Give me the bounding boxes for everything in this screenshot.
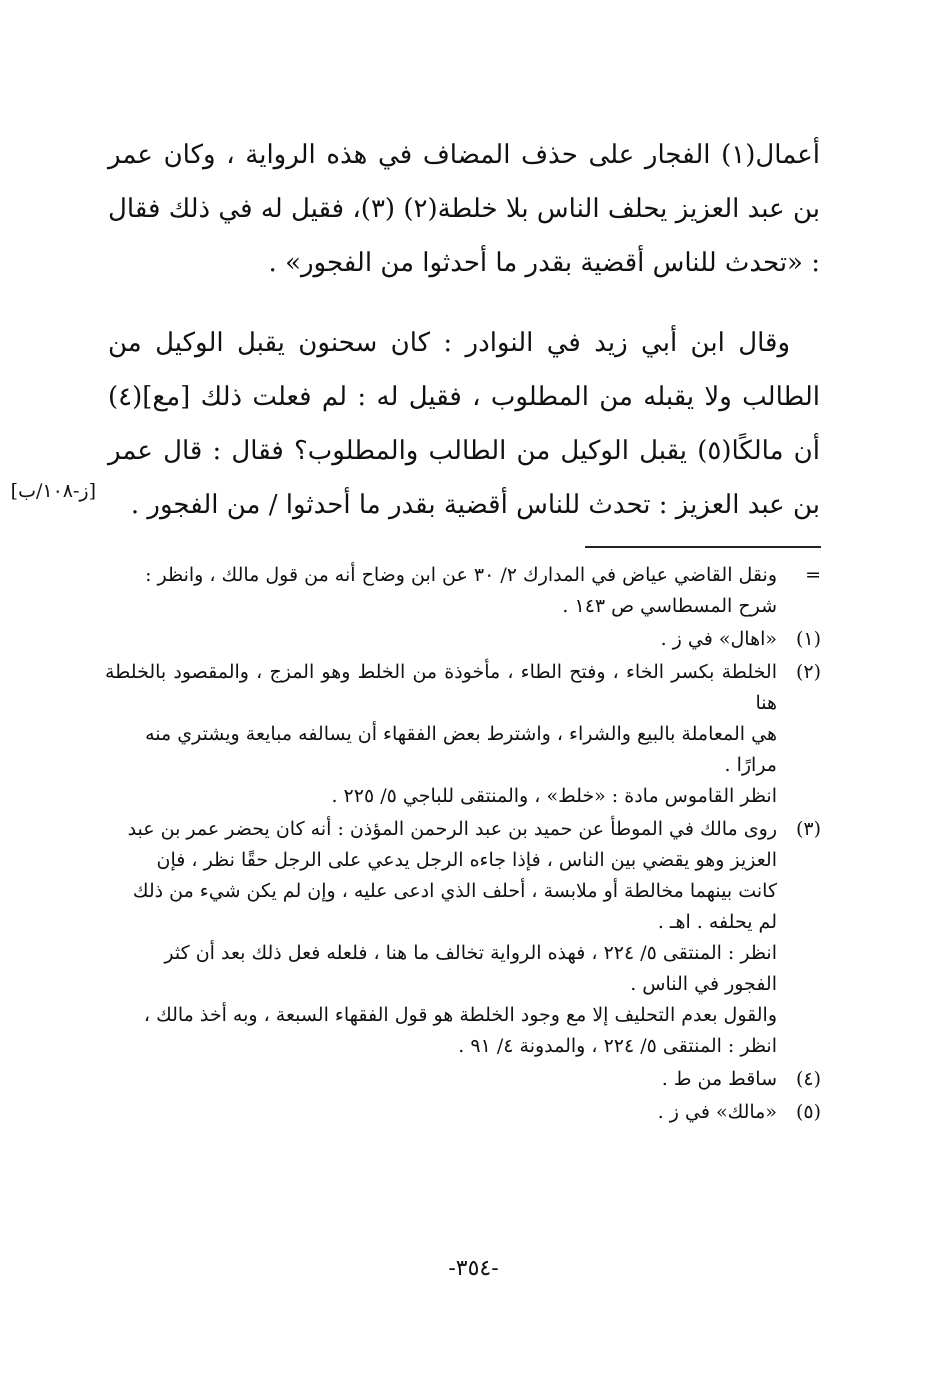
footnote-line: الخلطة بكسر الخاء ، وفتح الطاء ، مأخوذة من الخلط وهو المزج ، والمقصود بالخلطة هنا <box>105 661 777 714</box>
footnote-line: كانت بينهما مخالطة أو ملابسة ، أحلف الذي ادعى عليه ، وإن لم يكن شيء من ذلك <box>132 880 777 902</box>
footnote-1 <box>105 624 821 655</box>
main-text <box>108 128 820 532</box>
footnote-number: = <box>805 564 821 586</box>
footnote-line: «مالك» في ز . <box>657 1101 777 1123</box>
paragraph-1: أعمال(١) الفجار على حذف المضاف في هذه الرواية ، وكان عمر بن عبد العزيز يحلف الناس بلا خلطة(٢) (٣)، فقيل له في ذلك فقال : «تحدث للناس أقضية بقدر ما أحدثوا من الفجور» . <box>108 140 820 278</box>
footnote-line: انظر : المنتقى ٥/ ٢٢٤ ، والمدونة ٤/ ٩١ . <box>458 1035 777 1057</box>
footnote-line: شرح المسطاسي ص ١٤٣ . <box>562 595 777 617</box>
footnote-line: روى مالك في الموطأ عن حميد بن عبد الرحمن المؤذن : أنه كان يحضر عمر بن عبد <box>127 818 777 840</box>
footnote-line: لم يحلفه . اهـ . <box>657 911 777 933</box>
footnote-4 <box>105 1064 821 1095</box>
footnote-number: (٢) <box>795 661 821 683</box>
page-number: -٣٥٤- <box>448 1256 499 1281</box>
footnote-2 <box>105 657 821 812</box>
footnote-line: والقول بعدم التحليف إلا مع وجود الخلطة هو قول الفقهاء السبعة ، وبه أخذ مالك ، <box>143 1004 777 1026</box>
footnote-number: (٣) <box>795 818 821 840</box>
footnote-continued <box>105 560 821 622</box>
footnote-number: (٤) <box>795 1068 821 1090</box>
footnote-number: (٥) <box>795 1101 821 1123</box>
footnote-line: ونقل القاضي عياض في المدارك ٢/ ٣٠ عن ابن وضاح أنه من قول مالك ، وانظر : <box>145 564 777 586</box>
footnote-line: «اهال» في ز . <box>660 628 777 650</box>
footnote-number: (١) <box>795 628 821 650</box>
footnote-line: الفجور في الناس . <box>630 973 777 995</box>
footnote-separator <box>585 546 821 548</box>
footnotes <box>105 560 821 1130</box>
footnote-line: ساقط من ط . <box>661 1068 777 1090</box>
footnote-3 <box>105 814 821 1062</box>
footnote-5 <box>105 1097 821 1128</box>
footnote-line: انظر القاموس مادة : «خلط» ، والمنتقى للباجي ٥/ ٢٢٥ . <box>331 785 777 807</box>
footnote-line: هي المعاملة بالبيع والشراء ، واشترط بعض الفقهاء أن يسالفه مبايعة ويشتري منه <box>145 723 777 745</box>
footnote-line: مرارًا . <box>724 754 777 776</box>
footnote-line: انظر : المنتقى ٥/ ٢٢٤ ، فهذه الرواية تخالف ما هنا ، فلعله فعل ذلك بعد أن كثر <box>164 942 777 964</box>
paragraph-2: وقال ابن أبي زيد في النوادر : كان سحنون يقبل الوكيل من الطالب ولا يقبله من المطلوب ، فقيل له : لم فعلت ذلك [مع](٤) أن مالكًا(٥) يقبل الوكيل من الطالب والمطلوب؟ فقال : قال عمر بن عبد العزيز : تحدث للناس أقضية بقدر ما أحدثوا / من الفجور . <box>108 328 820 520</box>
marginal-manuscript-reference: [ز-١٠٨/ب] <box>10 480 96 502</box>
footnote-line: العزيز وهو يقضي بين الناس ، فإذا جاءه الرجل يدعي على الرجل حقًا نظر ، فإن <box>156 849 777 871</box>
